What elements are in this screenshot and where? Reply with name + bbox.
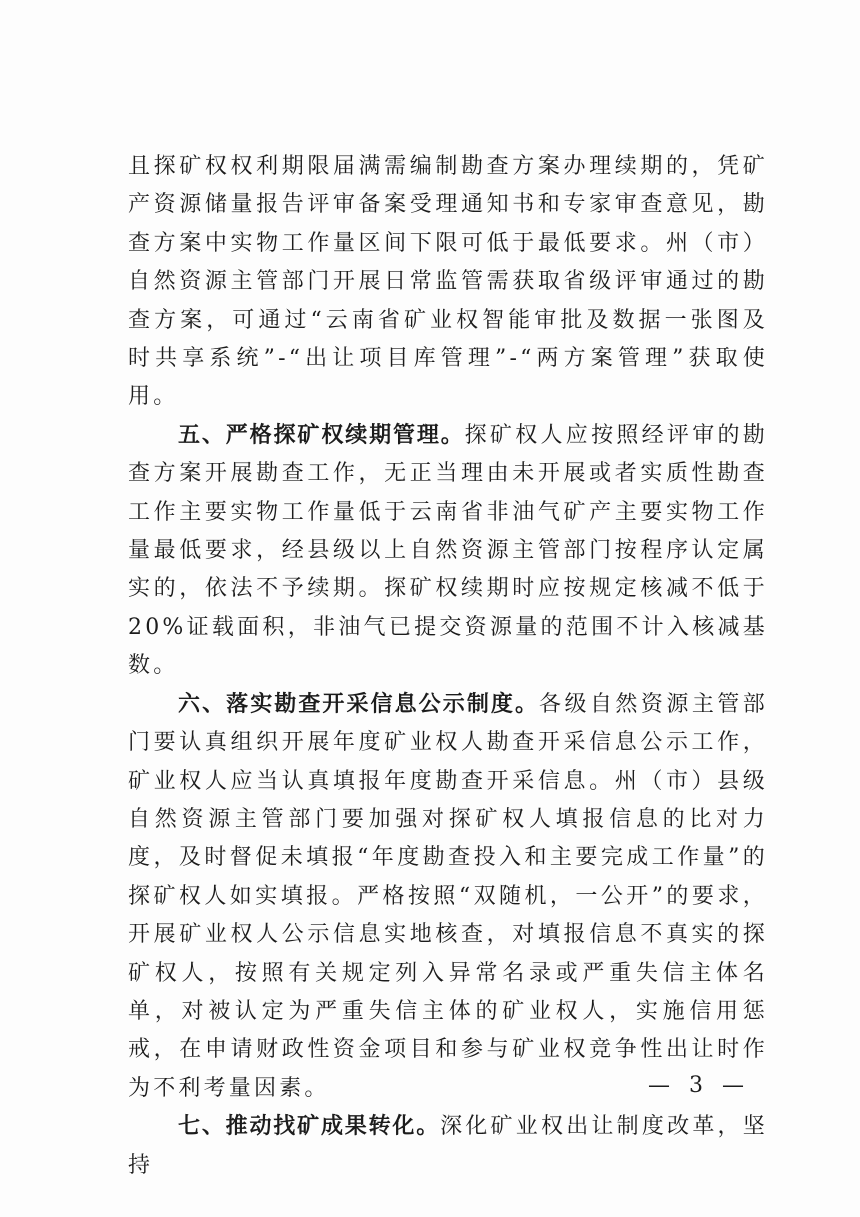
- paragraph-text: 探矿权人应按照经评审的勘查方案开展勘查工作，无正当理由未开展或者实质性勘查工作主要实物工作量低于云南省非油气矿产主要实物工作量最低要求，经县级以上自然资源主管部门按程序认定属实的，依法不予续期。探矿权续期时应按规定核减不低于 20%证载面积，非油气已提交资源量的范围不计入核减基数。: [128, 422, 768, 679]
- paragraph-text: 且探矿权权利期限届满需编制勘查方案办理续期的，凭矿产资源储量报告评审备案受理通知书和专家审查意见，勘查方案中实物工作量区间下限可低于最低要求。州（市）自然资源主管部门开展日常监管需获取省级评审通过的勘查方案，可通过“云南省矿业权智能审批及数据一张图及时共享系统”-“出让项目库管理”-“两方案管理”获取使用。: [128, 154, 768, 410]
- document-body: [128, 148, 768, 1185]
- paragraph-section-7: [128, 1108, 768, 1185]
- section-heading: 六、落实勘查开采信息公示制度。: [178, 691, 540, 717]
- paragraph-text: 深化矿业权出让制度改革，坚持: [128, 1114, 768, 1178]
- paragraph-text: 各级自然资源主管部门要认真组织开展年度矿业权人勘查开采信息公示工作，矿业权人应当认真填报年度勘查开采信息。州（市）县级自然资源主管部门要加强对探矿权人填报信息的比对力度，及时督促未填报“年度勘查投入和主要完成工作量”的探矿权人如实填报。严格按照“双随机，一公开”的要求，开展矿业权人公示信息实地核查，对填报信息不真实的探矿权人，按照有关规定列入异常名录或严重失信主体名单，对被认定为严重失信主体的矿业权人，实施信用惩戒，在申请财政性资金项目和参与矿业权竞争性出让时作为不利考量因素。: [128, 691, 768, 1101]
- paragraph-section-6: [128, 686, 768, 1108]
- page-number: — 3 —: [648, 1073, 750, 1098]
- paragraph-continuation: [128, 148, 768, 417]
- paragraph-section-5: [128, 417, 768, 686]
- section-heading: 七、推动找矿成果转化。: [178, 1114, 441, 1140]
- section-heading: 五、严格探矿权续期管理。: [178, 422, 465, 448]
